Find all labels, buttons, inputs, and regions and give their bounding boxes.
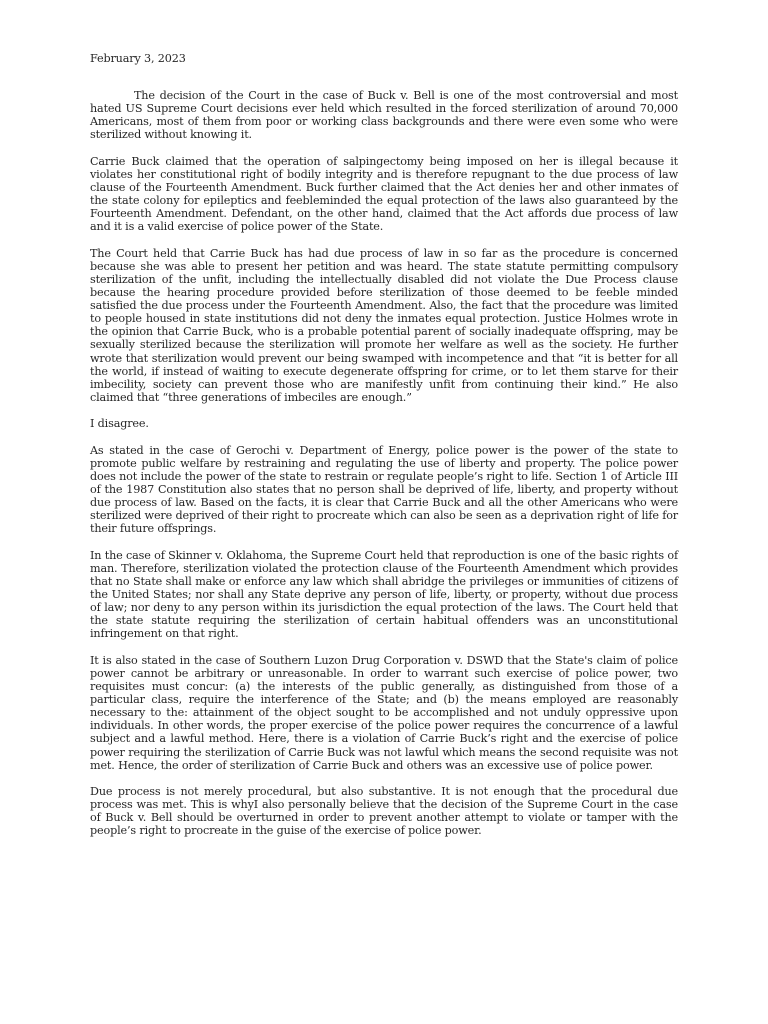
paragraph-conclusion: Due process is not merely procedural, but also substantive. It is not enough that the procedural due process was met. This is whyI also personally believe that the decision of the Supreme Court in the case of Buck v. Bell should be overturned in order to prevent another attempt to violate or tamper with the people’s right to procreate in the guise of the exercise of police power. [90,785,678,838]
paragraph-disagree: I disagree. [90,417,149,431]
paragraph-court-holding: The Court held that Carrie Buck has had due process of law in so far as the procedure is concerned because she was able to present her petition and was heard. The state statute permitting compulsory sterilization of the unfit, including the intellectually disabled did not violate the Due Process clause because the hearing procedure provided before sterilization of those deemed to be feeble minded satisfied the due process under the Fourteenth Amendment. Also, the fact that the procedure was limited to people housed in state institutions did not deny the inmates equal protection. Justice Holmes wrote in the opinion that Carrie Buck, who is a probable potential parent of socially inadequate offspring, may be sexually sterilized because the sterilization will promote her welfare as well as the society. He further wrote that sterilization would prevent our being swamped with incompetence and that “it is better for all the world, if instead of waiting to execute degenerate offspring for crime, or to let them starve for their imbecility, society can prevent those who are manifestly unfit from continuing their kind.” He also claimed that “three generations of imbeciles are enough.” [90,246,678,404]
document-date: February 3, 2023 [90,52,186,65]
paragraph-claims: Carrie Buck claimed that the operation of salpingectomy being imposed on her is illegal because it violates her constitutional right of bodily integrity and is therefore repugnant to the due process of law clause of the Fourteenth Amendment. Buck further claimed that the Act denies her and other inmates of the state colony for epileptics and feebleminded the equal protection of the laws also guaranteed by the Fourteenth Amendment. Defendant, on the other hand, claimed that the Act affords due process of law and it is a valid exercise of police power of the State. [90,154,678,234]
paragraph-skinner: In the case of Skinner v. Oklahoma, the Supreme Court held that reproduction is one of the basic rights of man. Therefore, sterilization violated the protection clause of the Fourteenth Amendment which provides that no State shall make or enforce any law which shall abridge the privileges or immunities of citizens of the United States; nor shall any State deprive any person of life, liberty, or property, without due process of law; nor deny to any person within its jurisdiction the equal protection of the laws. The Court held that the state statute requiring the sterilization of certain habitual offenders was an unconstitutional infringement on that right. [90,548,678,641]
paragraph-intro: The decision of the Court in the case of Buck v. Bell is one of the most controversial and most hated US Supreme Court decisions ever held which resulted in the forced sterilization of around 70,000 Americans, most of them from poor or working class backgrounds and there were even some who were sterilized without knowing it. [90,89,678,142]
paragraph-gerochi: As stated in the case of Gerochi v. Department of Energy, police power is the power of the state to promote public welfare by restraining and regulating the use of liberty and property. The police power does not include the power of the state to restrain or regulate people’s right to life. Section 1 of Article III of the 1987 Constitution also states that no person shall be deprived of life, liberty, and property without due process of law. Based on the facts, it is clear that Carrie Buck and all the other Americans who were sterilized were deprived of their right to procreate which can also be seen as a deprivation right of life for their future offsprings. [90,443,678,536]
document-page [90,52,678,851]
paragraph-southern-luzon: It is also stated in the case of Southern Luzon Drug Corporation v. DSWD that the State's claim of police power cannot be arbitrary or unreasonable. In order to warrant such exercise of police power, two requisites must concur: (a) the interests of the public generally, as distinguished from those of a particular class, require the interference of the State; and (b) the means employed are reasonably necessary to the: attainment of the object sought to be accomplished and not unduly oppressive upon individuals. In other words, the proper exercise of the police power requires the concurrence of a lawful subject and a lawful method. Here, there is a violation of Carrie Buck’s right and the exercise of police power requiring the sterilization of Carrie Buck was not lawful which means the second requisite was not met. Hence, the order of sterilization of Carrie Buck and others was an excessive use of police power. [90,653,678,772]
